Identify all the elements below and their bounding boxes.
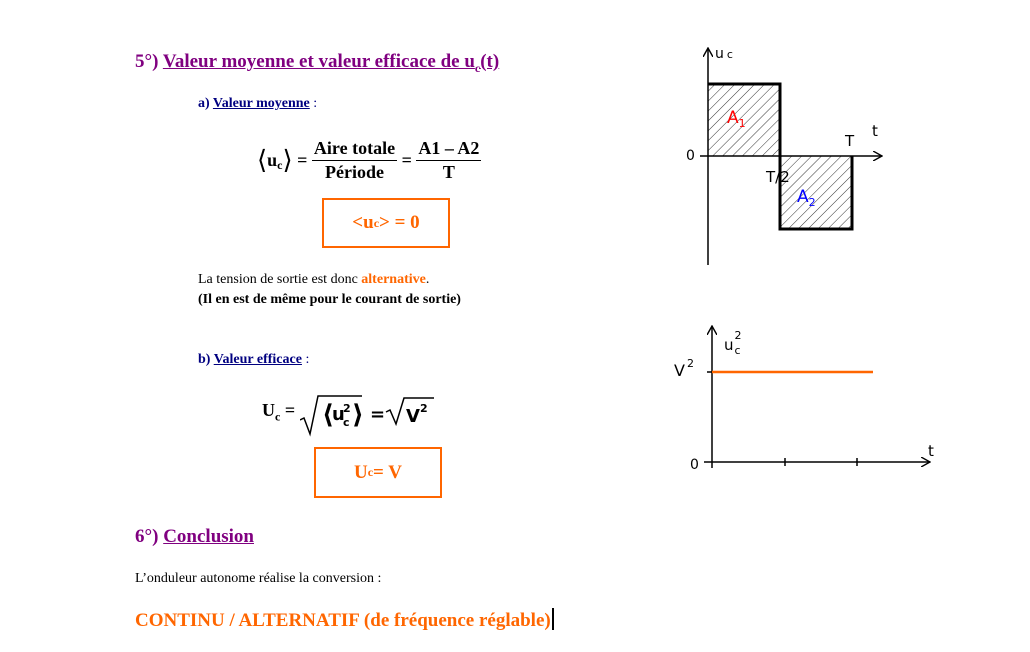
- mean-value-formula: $⟨u_c⟩$ = $\frac{\text{Aire totale}}{\text{Période}}$ = $\frac{A1 - A2}{T}$: [257, 138, 480, 182]
- subsection-a-title: Valeur moyenne: [212, 96, 310, 111]
- subsection-a-heading: a) Valeur moyenne :: [198, 96, 318, 111]
- conversion-statement: L’onduleur autonome réalise la conversion :: [135, 571, 382, 586]
- alternative-word: alternative: [361, 272, 426, 287]
- svg-text:=: =: [369, 404, 385, 425]
- fraction-aire-periode: $\frac{\text{Aire totale}}{\text{Période}}$: [313, 138, 396, 182]
- fraction-areas-period: $\frac{A1 - A2}{T}$: [418, 138, 480, 182]
- area-a2-hatch: [780, 156, 852, 229]
- section-6-title: Conclusion: [163, 526, 254, 547]
- origin-label: 0: [690, 457, 699, 473]
- svg-text:c: c: [342, 416, 350, 429]
- rms-result-box: U c = V: [314, 447, 442, 498]
- period-label: T: [845, 132, 855, 150]
- x-axis-label: t: [872, 122, 878, 140]
- y-axis-label: u c: [715, 46, 733, 62]
- section-6-heading: 6°) Conclusion: [135, 526, 254, 547]
- output-voltage-statement: La tension de sortie est donc alternative.: [198, 272, 430, 287]
- svg-text:⟨: ⟨: [321, 400, 334, 430]
- section-5-title: Valeur moyenne et valeur efficace de $u_c(t)$: [162, 51, 500, 75]
- svg-text:2: 2: [342, 402, 351, 415]
- svg-text:2: 2: [419, 402, 428, 415]
- section-5-number: 5°): [135, 51, 159, 72]
- half-period-label: T/2: [766, 168, 790, 186]
- section-5-heading: [135, 51, 499, 76]
- squared-voltage-graph: [660, 318, 950, 478]
- rms-radicals: [300, 392, 470, 438]
- origin-label: 0: [686, 148, 695, 164]
- rms-formula: $U_c$ = ⟨ u 2 c ⟩ = V 2: [262, 392, 470, 442]
- square-wave-graph: [660, 40, 900, 272]
- svg-text:u: u: [331, 404, 345, 425]
- x-axis-label: t: [928, 442, 934, 460]
- subsection-b-heading: b) Valeur efficace :: [198, 352, 310, 367]
- y-axis-label: $u^2$ c: [724, 329, 742, 357]
- conversion-type: CONTINU / ALTERNATIF (de fréquence réglable): [135, 608, 554, 632]
- svg-text:⟩: ⟩: [351, 400, 364, 430]
- subsection-b-title: Valeur efficace: [213, 352, 302, 367]
- area-a1-label: $A_1$: [727, 108, 746, 130]
- svg-text:V: V: [405, 406, 420, 427]
- level-label: V $^2$: [674, 357, 694, 380]
- text-cursor: [552, 608, 554, 630]
- mean-result-box: <u c > = 0: [322, 198, 450, 248]
- area-a2-label: $A_2$: [797, 187, 816, 209]
- output-current-statement: (Il en est de même pour le courant de sortie): [198, 292, 461, 307]
